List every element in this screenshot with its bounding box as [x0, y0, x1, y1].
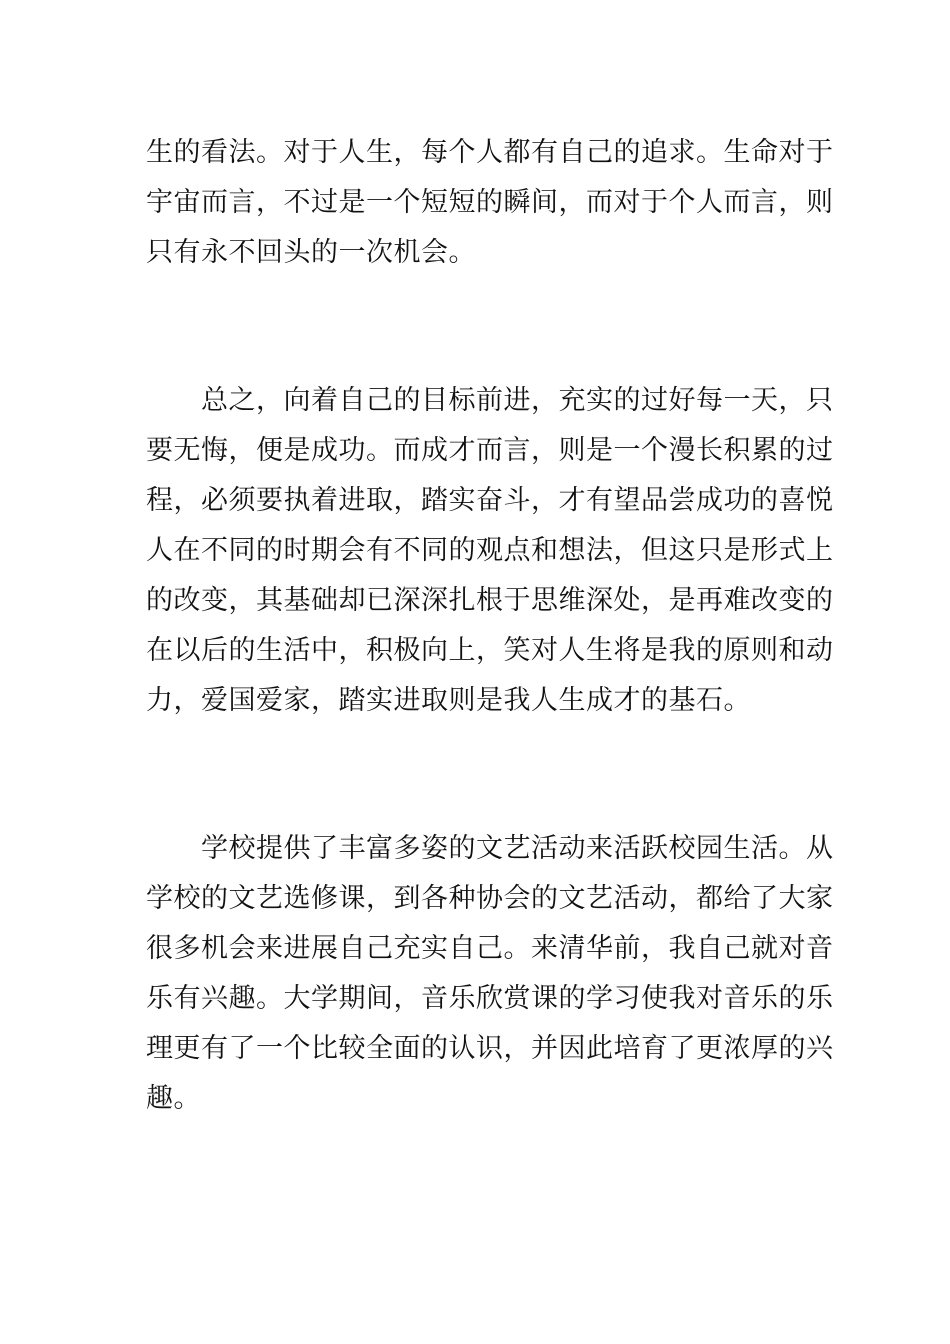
- text-line: 人在不同的时期会有不同的观点和想法，但这只是形式上: [146, 535, 834, 566]
- text-line: 只有永不回头的一次机会。: [146, 237, 476, 268]
- text-line: 要无悔，便是成功。而成才而言，则是一个漫长积累的过: [146, 435, 834, 466]
- text-line: 宇宙而言，不过是一个短短的瞬间，而对于个人而言，则: [146, 187, 834, 218]
- paragraph-2: [146, 376, 834, 726]
- text-line: 力，爱国爱家，踏实进取则是我人生成才的基石。: [146, 685, 751, 716]
- paragraph-1: [146, 128, 834, 278]
- text-line: 总之，向着自己的目标前进，充实的过好每一天，只: [146, 385, 834, 416]
- text-line: 生的看法。对于人生，每个人都有自己的追求。生命对于: [146, 137, 834, 168]
- text-line: 乐有兴趣。大学期间，音乐欣赏课的学习使我对音乐的乐: [146, 983, 834, 1014]
- text-line: 很多机会来进展自己充实自己。来清华前，我自己就对音: [146, 933, 834, 964]
- text-line: 学校提供了丰富多姿的文艺活动来活跃校园生活。从: [146, 833, 834, 864]
- paragraph-3: [146, 824, 834, 1124]
- text-line: 程，必须要执着进取，踏实奋斗，才有望品尝成功的喜悦: [146, 485, 834, 516]
- text-line: 的改变，其基础却已深深扎根于思维深处，是再难改变的: [146, 585, 834, 616]
- text-line: 趣。: [146, 1083, 201, 1114]
- text-line: 学校的文艺选修课，到各种协会的文艺活动，都给了大家: [146, 883, 834, 914]
- text-line: 理更有了一个比较全面的认识，并因此培育了更浓厚的兴: [146, 1033, 834, 1064]
- text-line: 在以后的生活中，积极向上，笑对人生将是我的原则和动: [146, 635, 834, 666]
